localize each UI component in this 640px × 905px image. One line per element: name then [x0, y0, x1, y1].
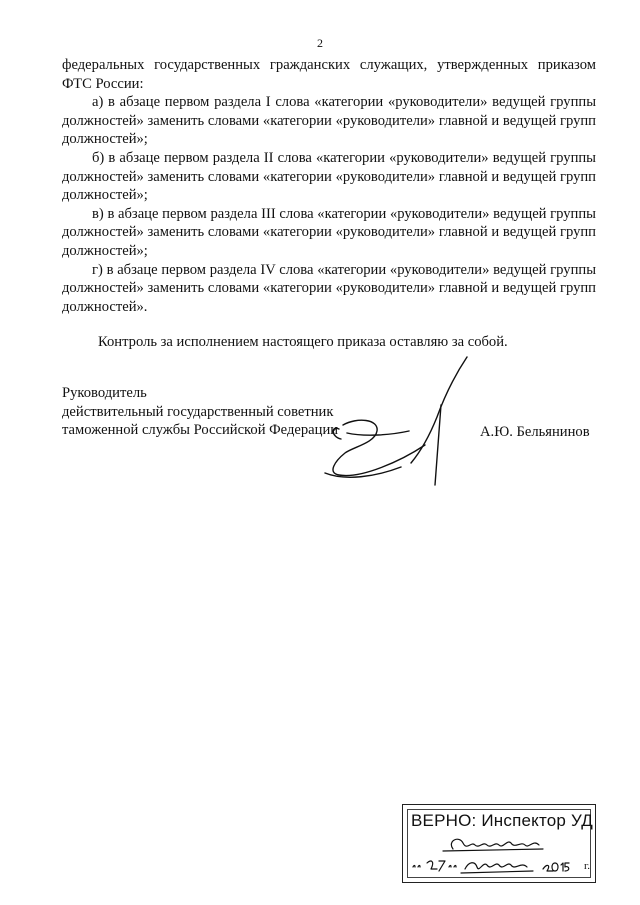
document-body — [62, 56, 596, 316]
paragraph-item-v: в) в абзаце первом раздела III слова «категории «руководители» ведущей группы должностей» заменить словами «категории «руководители» главной и ведущей групп должностей»; — [62, 205, 596, 259]
stamp-year-suffix: г. — [584, 860, 591, 872]
paragraph-item-g: г) в абзаце первом раздела IV слова «категории «руководители» ведущей группы должностей» заменить словами «категории «руководители» главной и ведущей групп должностей». — [62, 261, 596, 315]
signatory-title-line-2: действительный государственный советник — [62, 403, 334, 420]
signatory-title-line-1: Руководитель — [62, 385, 147, 401]
stamp-title: ВЕРНО: Инспектор УД — [411, 811, 593, 830]
signatory-block — [62, 384, 338, 440]
signatory-title-line-3: таможенной службы Российской Федерации — [62, 422, 339, 439]
page-number: 2 — [317, 36, 323, 50]
certification-stamp — [402, 804, 596, 883]
stamp-handwriting — [403, 805, 597, 884]
paragraph-item-b: б) в абзаце первом раздела II слова «категории «руководители» ведущей группы должностей» заменить словами «категории «руководители» главной и ведущей групп должностей»; — [62, 149, 596, 204]
handwritten-signature — [305, 355, 485, 490]
signatory-name: А.Ю. Бельянинов — [480, 424, 590, 440]
paragraph-continuation: федеральных государственных гражданских служащих, утвержденных приказом ФТС России: — [62, 57, 596, 92]
paragraph-item-a: а) в абзаце первом раздела I слова «категории «руководители» ведущей группы должностей» заменить словами «категории «руководители» главной и ведущей групп должностей»; — [62, 94, 596, 148]
control-statement: Контроль за исполнением настоящего приказа оставляю за собой. — [98, 334, 508, 350]
